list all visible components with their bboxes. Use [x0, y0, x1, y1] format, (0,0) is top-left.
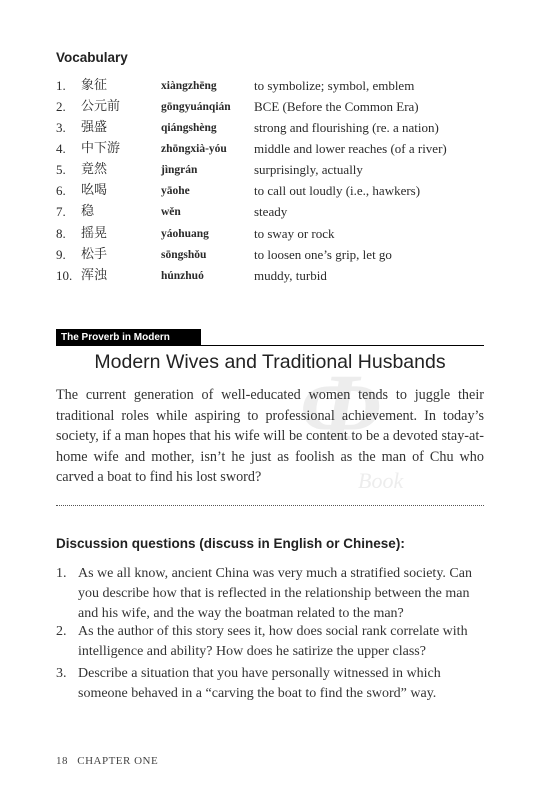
vocab-hanzi: 公元前: [81, 99, 121, 114]
vocab-hanzi: 吆喝: [81, 183, 108, 198]
vocab-number: 8.: [56, 226, 66, 241]
vocab-hanzi: 中下游: [81, 141, 121, 156]
vocab-number: 1.: [56, 78, 66, 93]
vocab-definition: muddy, turbid: [254, 268, 327, 283]
vocab-hanzi: 竟然: [81, 162, 108, 177]
vocab-definition: surprisingly, actually: [254, 162, 363, 177]
vocab-pinyin: yāohe: [161, 185, 190, 197]
question-number: 1.: [56, 566, 67, 581]
page-number: 18: [56, 755, 68, 767]
vocab-pinyin: xiàngzhēng: [161, 80, 217, 92]
vocab-pinyin: wěn: [161, 206, 181, 218]
vocab-definition: middle and lower reaches (of a river): [254, 141, 447, 156]
vocab-hanzi: 象征: [81, 78, 108, 93]
article-body: The current generation of well-educated women tends to juggle their traditional roles while aspiring to professional achievement. In today’s society, if a man hopes that his wife will be content to be a devoted stay-at-home wife and mother, isn’t he just as foolish as the man of Chu who carved a boat to find his lost sword?: [56, 387, 484, 485]
question-number: 2.: [56, 624, 67, 639]
vocab-number: 10.: [56, 268, 73, 283]
question-text: Describe a situation that you have personally witnessed in which someone behaved in a “carving the boat to find the sword” way.: [78, 666, 441, 701]
page-footer: [56, 755, 158, 767]
vocab-definition: to symbolize; symbol, emblem: [254, 78, 415, 93]
question-text: As we all know, ancient China was very much a stratified society. Can you describe how that is reflected in the relationship between the man and his wife, and the way the boatman related to the man?: [78, 566, 472, 621]
section-tag: The Proverb in Modern Usage: [56, 329, 201, 346]
watermark-logo: Ф: [300, 354, 382, 461]
vocab-hanzi: 强盛: [81, 120, 108, 135]
article-title: Modern Wives and Traditional Husbands: [94, 351, 446, 373]
vocab-pinyin: yáohuang: [161, 228, 209, 240]
vocab-hanzi: 松手: [81, 247, 108, 262]
vocab-definition: steady: [254, 204, 288, 219]
vocabulary-title: Vocabulary: [56, 50, 128, 65]
discussion-title: Discussion questions (discuss in English or Chinese):: [56, 536, 405, 551]
vocab-definition: BCE (Before the Common Era): [254, 99, 419, 114]
vocab-pinyin: zhōngxià-yóu: [161, 143, 227, 155]
vocab-pinyin: gōngyuánqián: [161, 101, 231, 113]
vocab-definition: to sway or rock: [254, 226, 335, 241]
vocab-pinyin: jìngrán: [161, 164, 198, 176]
vocab-definition: to loosen one’s grip, let go: [254, 247, 392, 262]
vocab-number: 2.: [56, 99, 66, 114]
vocab-number: 5.: [56, 162, 66, 177]
dotted-divider: [56, 505, 484, 506]
vocab-number: 7.: [56, 204, 66, 219]
vocab-hanzi: 摇晃: [81, 226, 108, 241]
question-text: As the author of this story sees it, how does social rank correlate with intelligence and ability? How does he satirize the upper class?: [78, 624, 468, 659]
vocab-hanzi: 稳: [81, 204, 95, 219]
vocab-number: 9.: [56, 247, 66, 262]
watermark-text: Book: [358, 468, 404, 493]
vocab-pinyin: sōngshǒu: [161, 249, 207, 261]
vocab-number: 4.: [56, 141, 66, 156]
vocab-number: 6.: [56, 183, 66, 198]
vocab-number: 3.: [56, 120, 66, 135]
question-number: 3.: [56, 666, 67, 681]
section-divider: [56, 345, 484, 346]
chapter-label: CHAPTER ONE: [77, 755, 159, 767]
vocab-pinyin: húnzhuó: [161, 270, 204, 282]
vocab-pinyin: qiángshèng: [161, 122, 217, 134]
vocab-definition: to call out loudly (i.e., hawkers): [254, 183, 421, 198]
vocab-hanzi: 浑浊: [81, 268, 108, 283]
vocab-definition: strong and flourishing (re. a nation): [254, 120, 439, 135]
